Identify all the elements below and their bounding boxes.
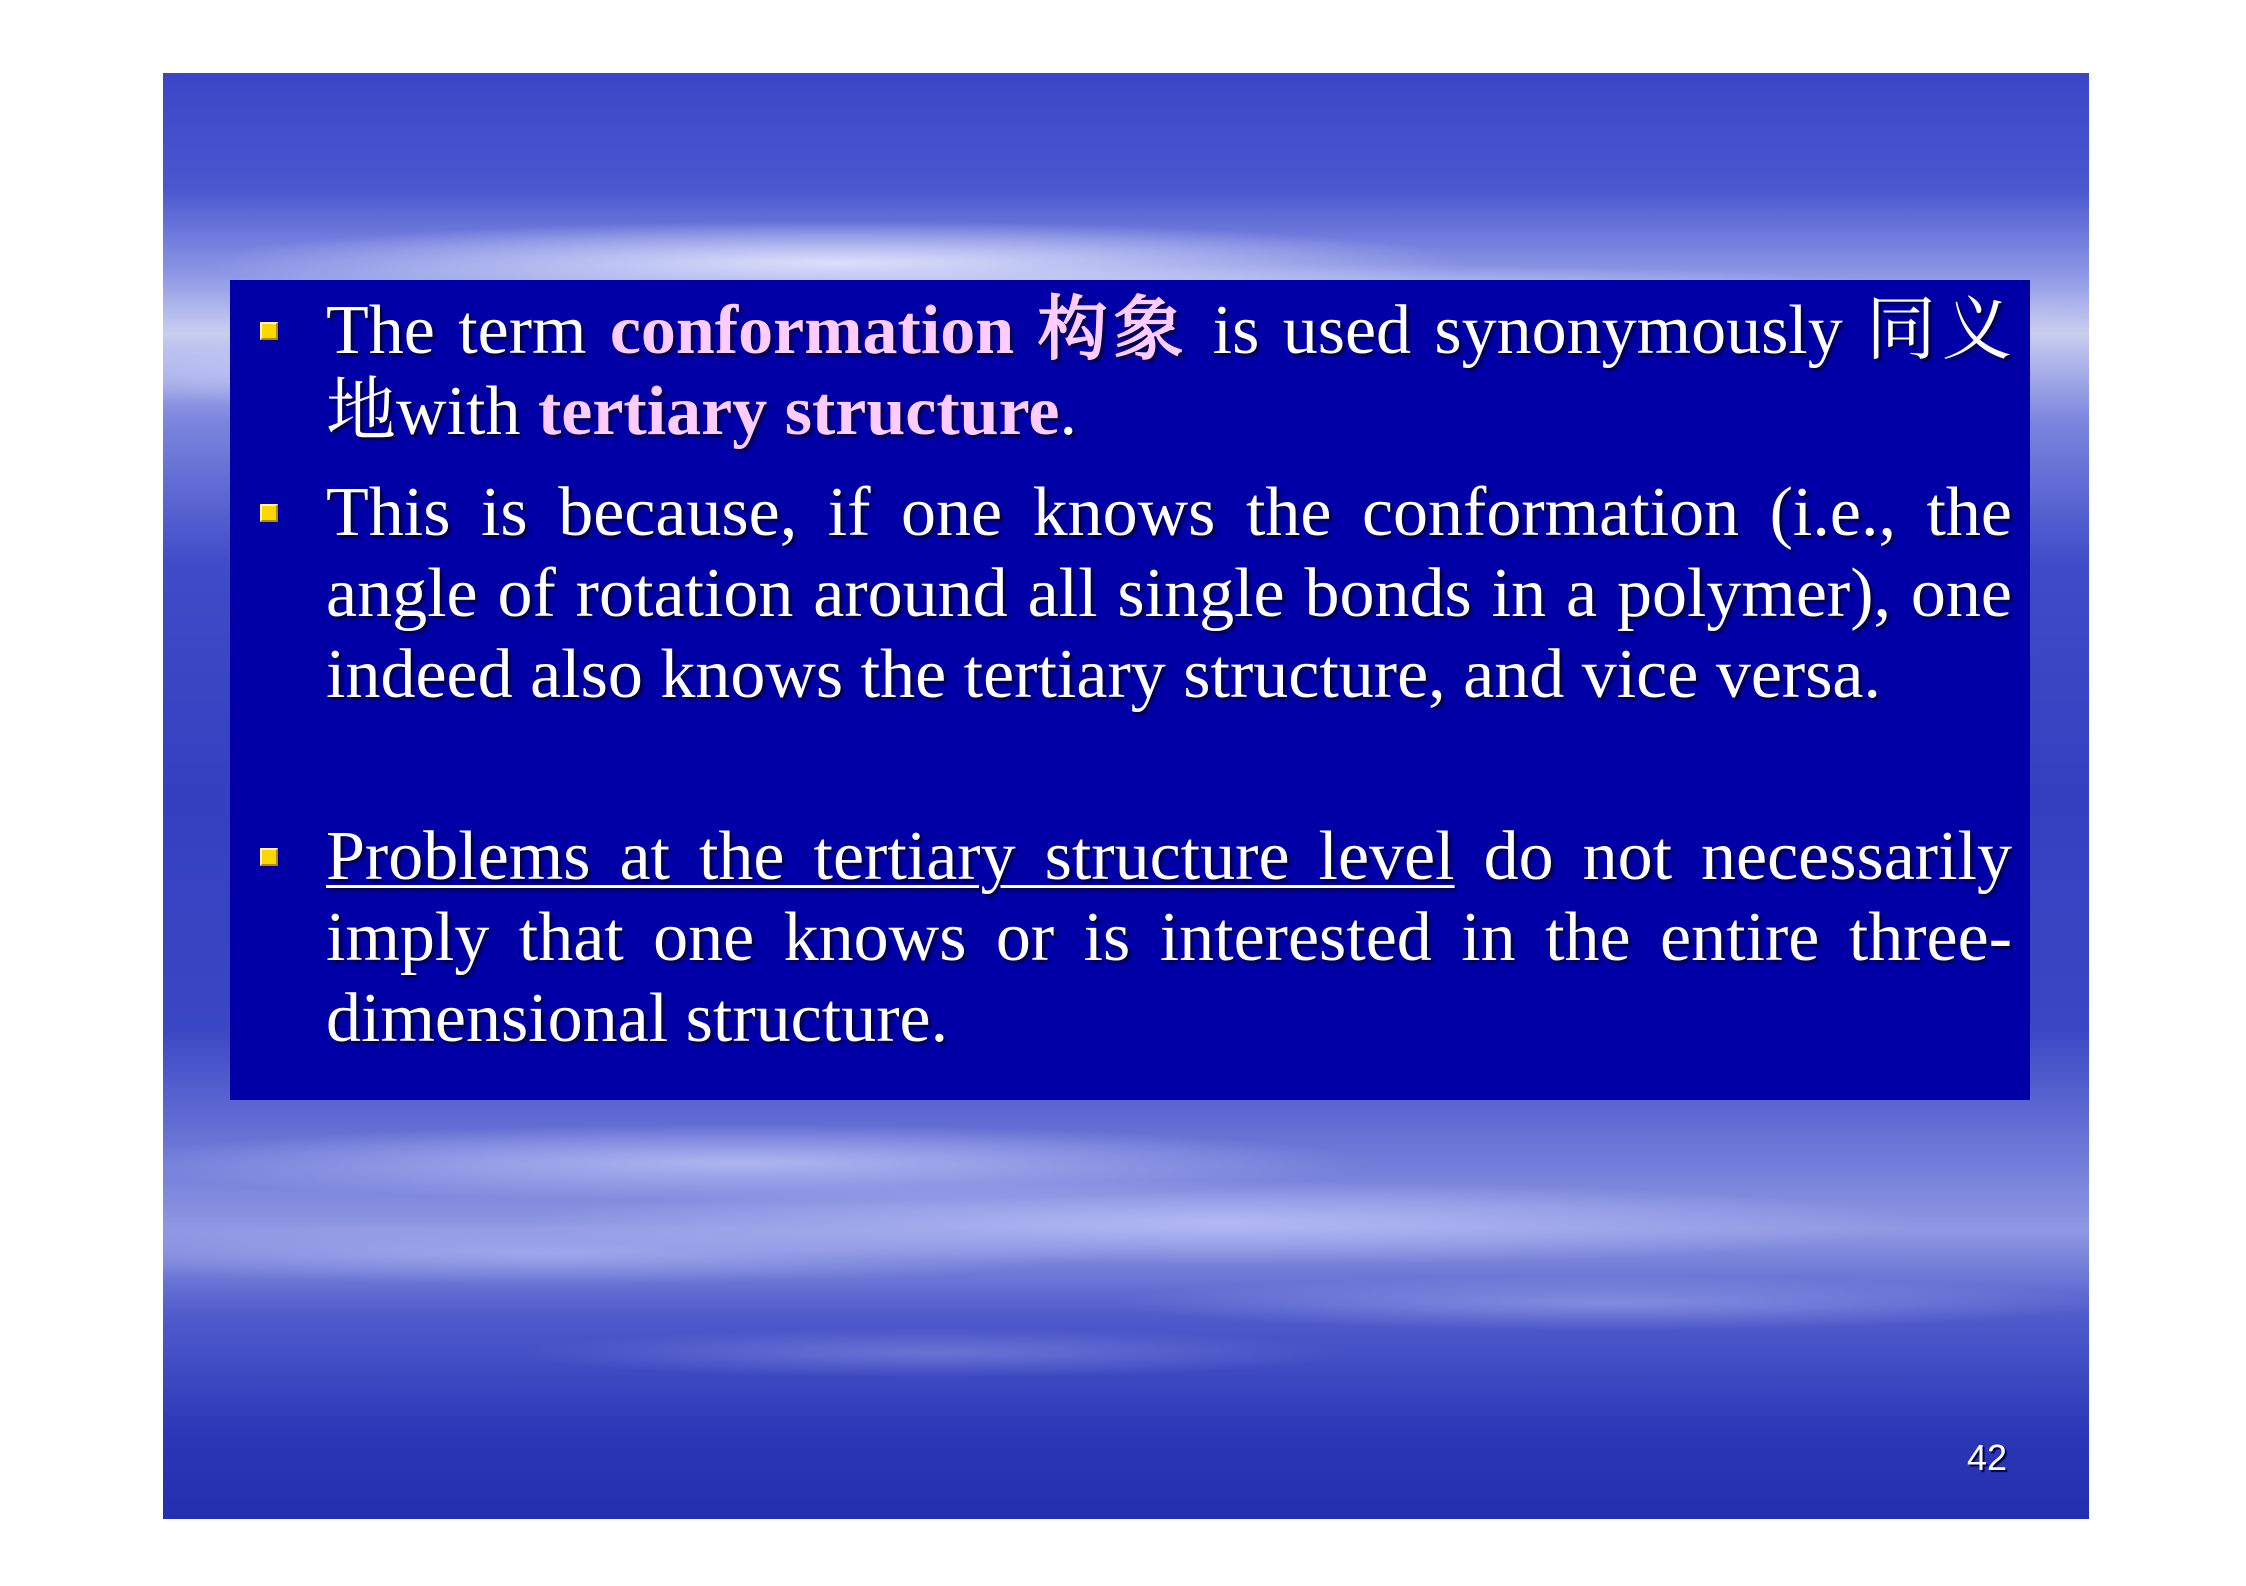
bullet-item-because xyxy=(326,472,2012,715)
bullet-text: do not necessarily imply that one knows or is interested in the entire three-dimensional structure. xyxy=(326,818,2012,1057)
slide xyxy=(163,73,2089,1519)
bullet-text: The term xyxy=(326,292,610,369)
underlined-phrase: Problems at the tertiary structure level xyxy=(326,818,1455,895)
page-number: 42 xyxy=(1966,1437,2007,1478)
bullet-text: This is because, if one knows the conformation (i.e., the angle of rotation around all single bonds in a polymer), one indeed also knows the tertiary structure, and vice versa. xyxy=(326,474,2012,713)
square-bullet-icon xyxy=(260,504,278,522)
bullet-item-conformation xyxy=(326,290,2012,452)
bullet-item-problems xyxy=(326,816,2012,1059)
content-box xyxy=(230,280,2030,1100)
emphasis-term: conformation 构象 xyxy=(609,292,1190,369)
bullet-text: . xyxy=(1059,373,1077,450)
square-bullet-icon xyxy=(260,848,278,866)
emphasis-term: tertiary structure xyxy=(537,373,1060,450)
bullet-text: is used synonymously 同义地with xyxy=(326,292,2012,450)
square-bullet-icon xyxy=(260,322,278,340)
